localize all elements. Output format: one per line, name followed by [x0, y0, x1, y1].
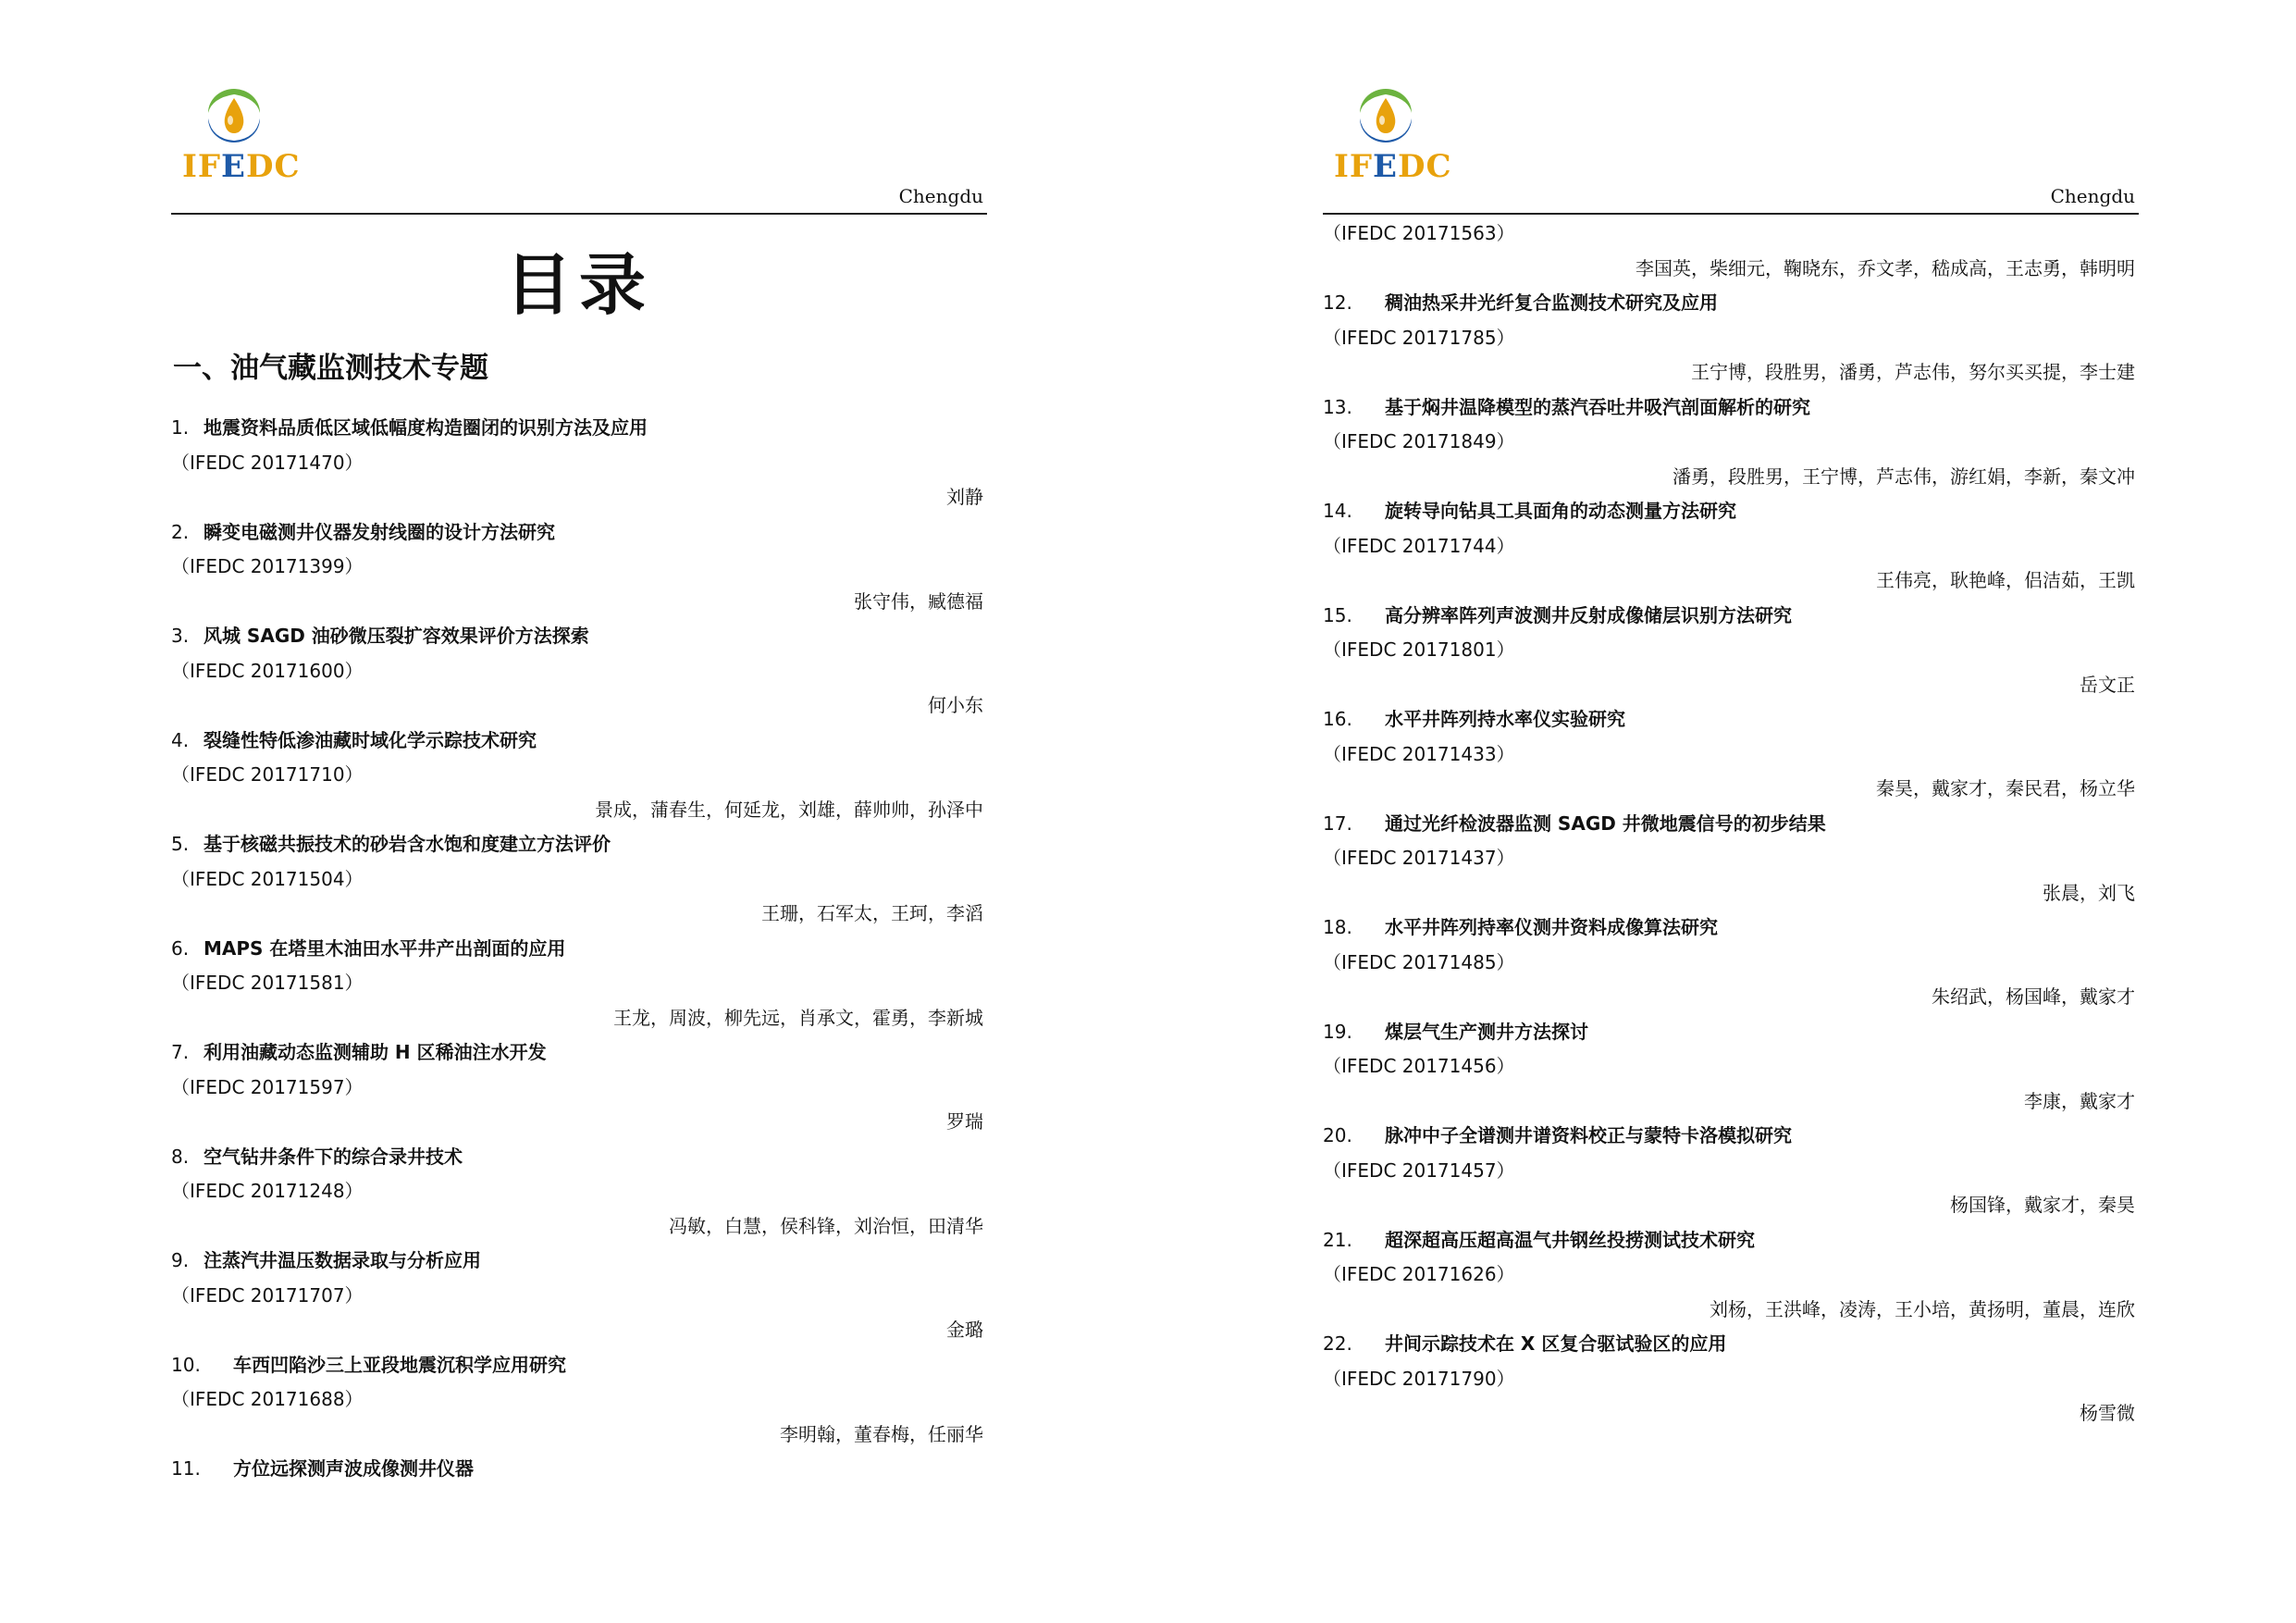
right-page: [1323, 0, 2139, 1623]
entry-title[interactable]: 11. 方位远探测声波成像测井仪器: [171, 1457, 474, 1480]
toc-entry[interactable]: [171, 1348, 987, 1453]
entry-code: （IFEDC 20171433）: [1323, 742, 1515, 765]
entry-title[interactable]: 4. 裂缝性特低渗油藏时域化学示踪技术研究: [171, 728, 537, 751]
entry-title[interactable]: 5. 基于核磁共振技术的砂岩含水饱和度建立方法评价: [171, 833, 611, 855]
entry-authors: 李国英，柴细元，鞠晓东，乔文孝，嵇成高，王志勇，韩明明: [1636, 256, 2135, 279]
entry-authors: 岳文正: [2080, 673, 2135, 696]
toc-entry[interactable]: [1323, 1327, 2139, 1431]
entry-title[interactable]: 19. 煤层气生产测井方法探讨: [1323, 1020, 1588, 1043]
entry-title[interactable]: 1. 地震资料品质低区域低幅度构造圈闭的识别方法及应用: [171, 416, 648, 439]
entry-authors: 王宁博，段胜男，潘勇，芦志伟，努尔买买提，李士建: [1691, 361, 2135, 383]
toc-entry[interactable]: [171, 515, 987, 620]
entry-title[interactable]: 6. MAPS 在塔里木油田水平井产出剖面的应用: [171, 936, 566, 960]
entry-code: （IFEDC 20171456）: [1323, 1055, 1515, 1077]
entry-authors: 刘杨，王洪峰，凌涛，王小培，黄扬明，董晨，连欣: [1710, 1297, 2135, 1320]
entry-code: （IFEDC 20171785）: [1323, 326, 1515, 349]
entry-code: （IFEDC 20171801）: [1323, 638, 1515, 661]
right-toc-list: [1323, 217, 2139, 1431]
entry-code: （IFEDC 20171626）: [1323, 1263, 1515, 1285]
toc-entry[interactable]: [1323, 599, 2139, 703]
entry-code: （IFEDC 20171437）: [1323, 847, 1515, 869]
toc-entry[interactable]: [171, 619, 987, 724]
entry-title[interactable]: 9. 注蒸汽井温压数据录取与分析应用: [171, 1249, 481, 1271]
entry-authors: 金璐: [946, 1319, 983, 1341]
toc-entry[interactable]: [1323, 1119, 2139, 1223]
ifedc-logo: [1328, 85, 1458, 187]
logo-text: IFEDC: [1334, 148, 1452, 185]
entry-authors: 何小东: [928, 694, 983, 716]
entry-authors: 刘静: [946, 486, 983, 508]
entry-title[interactable]: 10. 车西凹陷沙三上亚段地震沉积学应用研究: [171, 1353, 566, 1376]
entry-code: （IFEDC 20171688）: [171, 1388, 364, 1410]
drop-logo-icon: [1354, 85, 1417, 148]
entry-code: （IFEDC 20171707）: [171, 1283, 364, 1307]
entry-authors: 冯敏，白慧，侯科锋，刘治恒，田清华: [669, 1214, 983, 1237]
section-heading: 一、油气藏监测技术专题: [173, 352, 488, 385]
entry-code: （IFEDC 20171600）: [171, 659, 364, 682]
entry-authors: 朱绍武，杨国峰，戴家才: [1932, 985, 2135, 1008]
entry-authors: 王珊，石军太，王珂，李滔: [761, 902, 983, 924]
entry-authors: 杨国锋，戴家才，秦昊: [1950, 1194, 2135, 1216]
logo-text: IFEDC: [182, 148, 301, 185]
ifedc-logo: [177, 85, 306, 187]
entry-authors: 张守伟，臧德福: [854, 589, 983, 613]
entry-title[interactable]: 20. 脉冲中子全谱测井谱资料校正与蒙特卡洛模拟研究: [1323, 1124, 1792, 1146]
entry-code: （IFEDC 20171563）: [1323, 222, 1515, 244]
entry-code: （IFEDC 20171849）: [1323, 430, 1515, 452]
header-rule: [171, 213, 987, 215]
entry-title[interactable]: 2. 瞬变电磁测井仪器发射线圈的设计方法研究: [171, 520, 555, 543]
entry-title[interactable]: 21. 超深超高压超高温气井钢丝投捞测试技术研究: [1323, 1228, 1755, 1251]
entry-authors: 张晨，刘飞: [2043, 881, 2135, 904]
entry-authors: 王伟亮，耿艳峰，侣洁茹，王凯: [1876, 569, 2135, 591]
entry-authors: 王龙，周波，柳先远，肖承文，霍勇，李新城: [613, 1006, 983, 1029]
entry-title[interactable]: 8. 空气钻井条件下的综合录井技术: [171, 1145, 463, 1168]
header-city: Chengdu: [2050, 185, 2135, 207]
toc-entry[interactable]: [171, 411, 987, 515]
header-city: Chengdu: [898, 185, 983, 207]
entry-title[interactable]: 7. 利用油藏动态监测辅助 H 区稀油注水开发: [171, 1041, 547, 1063]
entry-authors: 李明翰，董春梅，任丽华: [780, 1422, 983, 1445]
entry-code: （IFEDC 20171790）: [1323, 1367, 1515, 1390]
entry-code: （IFEDC 20171581）: [171, 972, 364, 994]
entry-title[interactable]: 12. 稠油热采井光纤复合监测技术研究及应用: [1323, 291, 1718, 314]
entry-code: （IFEDC 20171504）: [171, 867, 364, 890]
toc-entry-continued[interactable]: [1323, 217, 2139, 286]
left-toc-list: [171, 411, 987, 1487]
header-rule: [1323, 213, 2139, 215]
toc-entry[interactable]: [1323, 494, 2139, 599]
entry-code: （IFEDC 20171710）: [171, 763, 364, 786]
entry-title[interactable]: 13. 基于焖井温降模型的蒸汽吞吐井吸汽剖面解析的研究: [1323, 395, 1810, 418]
entry-code: （IFEDC 20171597）: [171, 1075, 364, 1098]
toc-entry[interactable]: [1323, 702, 2139, 807]
entry-authors: 景成，蒲春生，何延龙，刘雄，薛帅帅，孙泽中: [595, 798, 983, 821]
left-page: [171, 0, 987, 1623]
toc-entry[interactable]: [171, 1140, 987, 1245]
entry-title[interactable]: 22. 井间示踪技术在 X 区复合驱试验区的应用: [1323, 1332, 1727, 1355]
entry-code: （IFEDC 20171248）: [171, 1180, 364, 1202]
toc-entry[interactable]: [171, 827, 987, 932]
entry-title[interactable]: 15. 高分辨率阵列声波测井反射成像储层识别方法研究: [1323, 603, 1792, 626]
toc-entry[interactable]: [1323, 911, 2139, 1015]
entry-code: （IFEDC 20171457）: [1323, 1158, 1515, 1182]
entry-authors: 罗瑞: [946, 1110, 983, 1133]
toc-entry[interactable]: [1323, 1015, 2139, 1120]
entry-code: （IFEDC 20171744）: [1323, 534, 1515, 557]
toc-entry[interactable]: [171, 724, 987, 828]
entry-title[interactable]: 16. 水平井阵列持水率仪实验研究: [1323, 708, 1625, 730]
entry-authors: 杨雪微: [2080, 1402, 2135, 1424]
toc-entry[interactable]: [1323, 807, 2139, 911]
entry-authors: 潘勇，段胜男，王宁博，芦志伟，游红娟，李新，秦文冲: [1673, 465, 2135, 488]
drop-logo-icon: [203, 85, 265, 148]
entry-title[interactable]: 3. 风城 SAGD 油砂微压裂扩容效果评价方法探索: [171, 625, 589, 647]
entry-title[interactable]: 18. 水平井阵列持率仪测井资料成像算法研究: [1323, 916, 1718, 938]
toc-title: 目录: [504, 246, 653, 324]
entry-title[interactable]: 17. 通过光纤检波器监测 SAGD 井微地震信号的初步结果: [1323, 812, 1826, 835]
entry-authors: 秦昊，戴家才，秦民君，杨立华: [1876, 777, 2135, 799]
toc-entry[interactable]: [171, 1452, 987, 1487]
entry-code: （IFEDC 20171485）: [1323, 950, 1515, 973]
entry-code: （IFEDC 20171470）: [171, 451, 364, 474]
toc-entry[interactable]: [171, 1244, 987, 1348]
entry-code: （IFEDC 20171399）: [171, 555, 364, 577]
entry-authors: 李康，戴家才: [2024, 1089, 2135, 1112]
entry-title[interactable]: 14. 旋转导向钻具工具面角的动态测量方法研究: [1323, 500, 1736, 522]
toc-entry[interactable]: [1323, 390, 2139, 495]
toc-entry[interactable]: [1323, 1223, 2139, 1328]
toc-entry[interactable]: [1323, 286, 2139, 390]
toc-entry[interactable]: [171, 1035, 987, 1140]
toc-entry[interactable]: [171, 932, 987, 1036]
